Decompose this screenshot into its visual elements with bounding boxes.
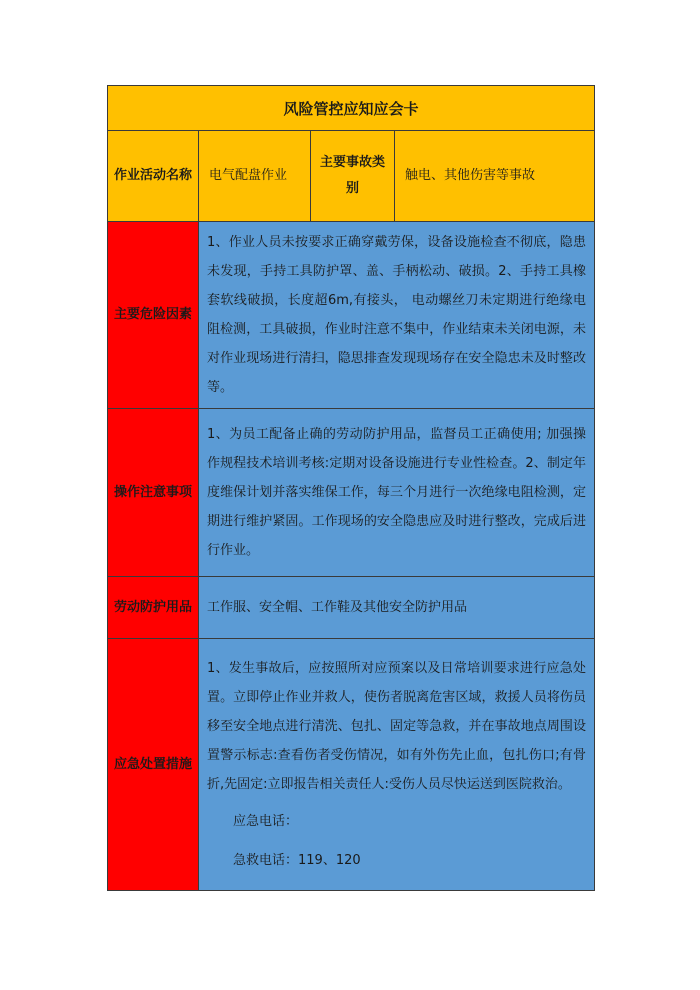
emergency-label: 应急处置措施: [108, 639, 199, 891]
rescue-phone: 急救电话：119、120: [233, 853, 361, 868]
accident-type-label: 主要事故类别: [311, 131, 395, 222]
ppe-text: 工作服、安全帽、工作鞋及其他安全防护用品: [199, 577, 595, 639]
emergency-text: 1、发生事故后，应按照所对应预案以及日常培训要求进行应急处置。立即停止作业并救人，使伤者脱离危害区域，救援人员将伤员移至安全地点进行清洗、包扎、固定等急救，并在事故地点周围设置警示标志:查看伤者受伤情况，如有外伤先止血，包扎伤口;有骨折,先固定:立即报告相关责任人:受伤人员尽快运送到医院救治。: [207, 661, 587, 792]
emergency-cell: [199, 639, 595, 891]
operations-text: 1、为员工配备止确的劳动防护用品，监督员工正确使用; 加强操作规程技术培训考核:定期对设备设施进行专业性检查。2、制定年度维保计划并落实维保工作，每三个月进行一次绝缘电阻检测，定期进行维护紧固。工作现场的安全隐患应及时进行整改，完成后进行作业。: [199, 409, 595, 577]
hazards-label: 主要危险因素: [108, 222, 199, 409]
activity-name-value: 电气配盘作业: [199, 131, 311, 222]
risk-control-card: [107, 85, 595, 891]
ppe-label: 劳动防护用品: [108, 577, 199, 639]
accident-type-value: 触电、其他伤害等事故: [395, 131, 595, 222]
activity-name-label: 作业活动名称: [108, 131, 199, 222]
hazards-text: 1、作业人员未按要求正确穿戴劳保，设备设施检查不彻底，隐患未发现，手持工具防护罩、盖、手柄松动、破损。2、手持工具橡套软线破损，长度超6m,有接头， 电动螺丝刀未定期进行绝缘电阻检测，工具破损，作业时注意不集中，作业结束未关闭电源，未对作业现场进行清扫，隐思排查发现现场存在安全隐忠未及时整改等。: [199, 222, 595, 409]
card-title: 风险管控应知应会卡: [108, 86, 595, 131]
emergency-phone-label: 应急电话：: [233, 814, 299, 829]
operations-label: 操作注意事项: [108, 409, 199, 577]
